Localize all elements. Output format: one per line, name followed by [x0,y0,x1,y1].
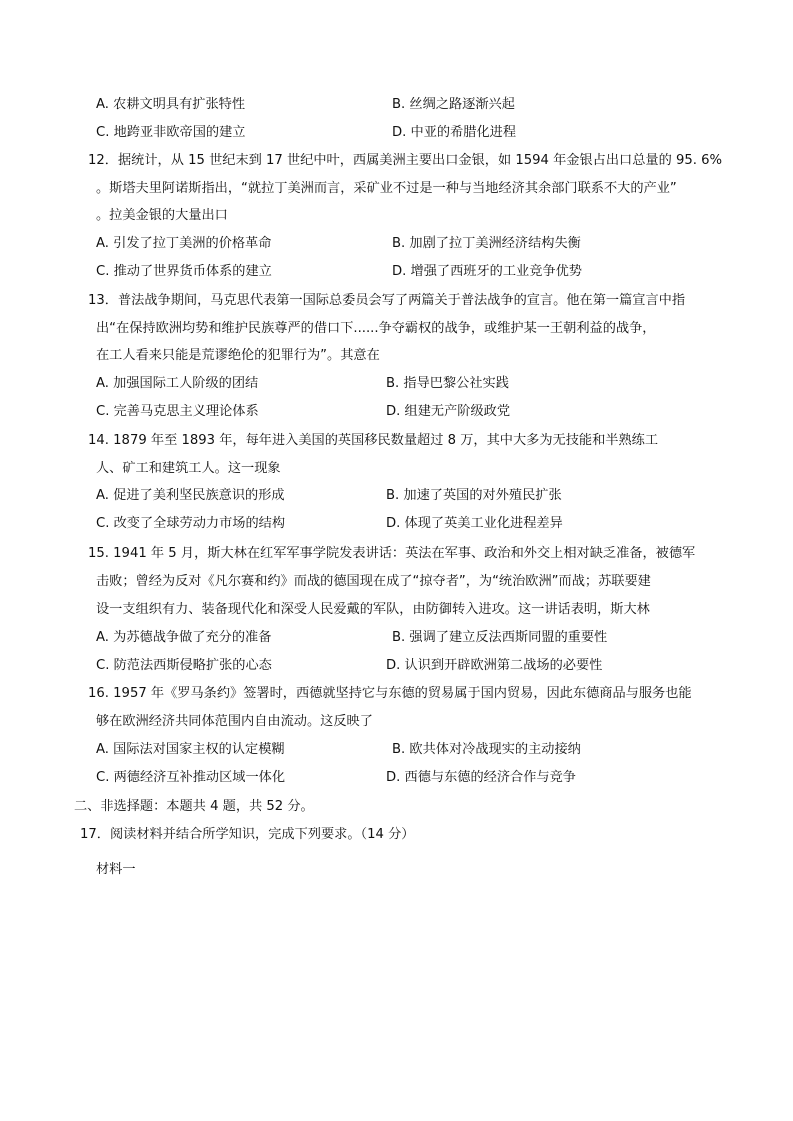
q15-option-d: D. 认识到开辟欧洲第二战场的必要性 [386,658,603,673]
q16-stem-line-2: 够在欧洲经济共同体范围内自由流动。这反映了 [96,714,373,729]
section-heading: 二、非选择题：本题共 4 题，共 52 分。 [74,799,314,814]
q16-option-c: C. 两德经济互补推动区域一体化 [96,770,286,785]
q12-stem-line-2: 。斯塔夫里阿诺斯指出，“就拉丁美洲而言，采矿业不过是一种与当地经济其余部门联系不大的产业” [96,181,677,196]
q12-stem-line-3: 。拉美金银的大量出口 [96,208,228,223]
q17-stem: 17．阅读材料并结合所学知识，完成下列要求。（14 分） [80,827,415,842]
q12-stem-line-1: 12．据统计，从 15 世纪末到 17 世纪中叶，西属美洲主要出口金银，如 1594 年金银占出口总量的 95. 6% [88,153,723,168]
q13-option-d: D. 组建无产阶级政党 [386,404,511,419]
q16-option-b: B. 欧共体对冷战现实的主动接纳 [392,742,581,757]
q14-stem-line-1: 14. 1879 年至 1893 年，每年进入美国的英国移民数量超过 8 万，其中大多为无技能和半熟练工 [88,433,659,448]
q15-option-c: C. 防范法西斯侵略扩张的心态 [96,658,272,673]
q12-option-d: D. 增强了西班牙的工业竞争优势 [392,264,582,279]
q12-option-c: C. 推动了世界货币体系的建立 [96,264,272,279]
q15-option-b: B. 强调了建立反法西斯同盟的重要性 [392,630,608,645]
q14-stem-line-2: 人、矿工和建筑工人。这一现象 [96,461,281,476]
q14-option-d: D. 体现了英美工业化进程差异 [386,516,563,531]
q16-stem-line-1: 16. 1957 年《罗马条约》签署时，西德就坚持它与东德的贸易属于国内贸易，因此东德商品与服务也能 [88,686,692,701]
q13-stem-line-3: 在工人看来只能是荒谬绝伦的犯罪行为”。其意在 [96,348,380,363]
q15-stem-line-2: 击败；曾经为反对《凡尔赛和约》而战的德国现在成了“掠夺者”，为“统治欧洲”而战；苏联要建 [96,574,651,589]
q15-option-a: A. 为苏德战争做了充分的准备 [96,630,272,645]
q11-option-d: D. 中亚的希腊化进程 [392,125,517,140]
q12-option-a: A. 引发了拉丁美洲的价格革命 [96,236,272,251]
q14-option-a: A. 促进了美利坚民族意识的形成 [96,488,285,503]
q17-material-1-label: 材料一 [96,862,136,877]
q11-option-a: A. 农耕文明具有扩张特性 [96,97,246,112]
q13-option-c: C. 完善马克思主义理论体系 [96,404,259,419]
q15-stem-line-3: 设一支组织有力、装备现代化和深受人民爱戴的军队，由防御转入进攻。这一讲话表明，斯大林 [96,602,650,617]
q13-option-a: A. 加强国际工人阶级的团结 [96,376,259,391]
q13-stem-line-2: 出“在保持欧洲均势和维护民族尊严的借口下......争夺霸权的战争，或维护某一王朝利益的战争， [96,321,656,336]
q15-stem-line-1: 15. 1941 年 5 月，斯大林在红军军事学院发表讲话：英法在军事、政治和外交上相对缺乏准备，被德军 [88,546,696,561]
q13-stem-line-1: 13．普法战争期间，马克思代表第一国际总委员会写了两篇关于普法战争的宣言。他在第一篇宣言中指 [88,293,686,308]
q16-option-d: D. 西德与东德的经济合作与竞争 [386,770,576,785]
q14-option-b: B. 加速了英国的对外殖民扩张 [386,488,562,503]
q16-option-a: A. 国际法对国家主权的认定模糊 [96,742,285,757]
q12-option-b: B. 加剧了拉丁美洲经济结构失衡 [392,236,581,251]
q11-option-b: B. 丝绸之路逐渐兴起 [392,97,515,112]
q11-option-c: C. 地跨亚非欧帝国的建立 [96,125,246,140]
q14-option-c: C. 改变了全球劳动力市场的结构 [96,516,286,531]
q13-option-b: B. 指导巴黎公社实践 [386,376,509,391]
